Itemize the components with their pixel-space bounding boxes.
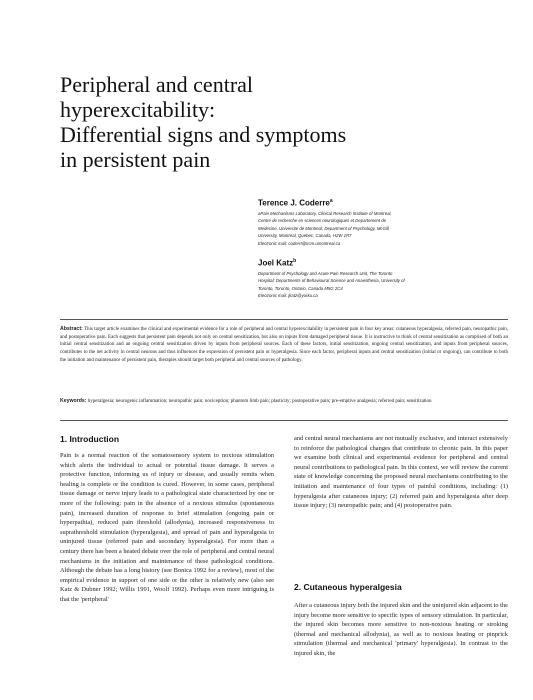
abstract-text: This target article examines the clinical and experimental evidence for a role of peripheral and central hyperexcitability in persistent pain in four key areas: cutaneous hyperalgesia, referred pain, neuropathic pain, and postoperative pain. Each suggests that persistent pain depends not only on central sensitization, but also on inputs from damaged peripheral tissue. It is instructive to think of central sensitization as comprised of both an initial central sensitization and an ongoing central sensitization driven by inputs from peripheral sources. Each of these factors, initial sensitization, ongoing central sensitization, and inputs from peripheral sources, contributes to the net activity in central neurons and thus influences the expression of persistent pain or hyperalgesia. Since each factor, peripheral inputs and central sensitization (initial or ongoing), can contribute to both the initiation and maintenance of persistent pain, therapies should target both peripheral and central sources of pathology.	[60, 327, 508, 363]
title-line: Differential signs and symptoms	[60, 122, 347, 147]
keywords-text: hyperalgesia; neurogenic inflammation; neuropathic pain; nociception; phantom limb pain; plasticity; postoperative pain; pre-emptive analgesia; referred pain; sensitization	[87, 399, 432, 404]
section-heading: 2. Cutaneous hyperalgesia	[294, 582, 402, 592]
right-column-continued	[294, 601, 508, 659]
author-name: Terence J. Coderre$^a$	[258, 198, 333, 208]
author-name: Joel Katz$^b$	[258, 258, 297, 268]
divider	[60, 420, 508, 421]
right-column	[294, 434, 508, 511]
section-heading: 1. Introduction	[60, 434, 120, 444]
left-column	[60, 451, 274, 605]
title-line: Peripheral and central	[60, 72, 254, 97]
author-affiliation: aPain Mechanisms Laboratory, Clinical Research Institute of Montreal, Centre de recherche en sciences neurologiques et Departement de Medecine, Universite de Montreal; Department of Psychology, McGill University, Montreal, Quebec, Canada, H2W 1R7 Electronic mail: coderrt@ircm.umontreal.ca	[258, 210, 392, 247]
author-affiliation: Department of Psychology and Acute Pain Research Unit, The Toronto Hospital; Departments of Behavioural Science and Anaesthesia, University of Toronto, Toronto, Ontario, Canada M5G 2C4 Electronic mail: jkatz@yorku.ca	[258, 270, 405, 299]
author-block-2	[258, 258, 508, 300]
title-line: hyperexcitability:	[60, 97, 216, 122]
paragraph: After a cutaneous injury both the injured skin and the uninjured skin adjacent to the injury become more sensitive to specific types of sensory stimulation. In particular, the injured skin becomes more sensitive to non-noxious heating or stroking (thermal and mechanical allodynia), as well as to noxious heating or pinprick stimulation (thermal and mechanical 'primary' hyperalgesia). In contrast to the injured skin, the	[294, 602, 508, 657]
title-line: in persistent pain	[60, 147, 211, 172]
author-block-1	[258, 198, 508, 248]
divider	[60, 319, 508, 320]
paragraph: and central neural mechanisms are not mutually exclusive, and interact extensively to reinforce the pathological changes that contribute to chronic pain. In this paper we examine both clinical and experimental evidence for peripheral and central neural contributions to pathological pain. In this context, we will review the current state of knowledge concerning the proposed neural mechanisms contributing to the initiation and maintenance of four types of painful conditions, including: (1) hyperalgesia after cutaneous injury; (2) referred pain and hyperalgesia after deep tissue injury; (3) neuropathic pain; and (4) postoperative pain.	[294, 435, 508, 510]
paragraph: Pain is a normal reaction of the somatosensory system to noxious stimulation which alerts the individual to actual or potential tissue damage. It serves a protective function, informing us of injury or disease, and usually remits when healing is complete or the condition is cured. However, in some cases, peripheral tissue damage or nerve injury leads to a pathological state characterized by one or more of the following: pain in the absence of a noxious stimulus (spontaneous pain), increased duration of response to brief stimulation (ongoing pain or hyperpathia), reduced pain threshold (allodynia), increased responsiveness to suprathreshold stimulation (hyperalgesia), and spread of pain and hyperalgesia to uninjured tissue (referred pain and secondary hyperalgesia). For more than a century there has been a heated debate over the role of peripheral and central neural mechanisms in the initiation and maintenance of these pathological conditions. Although the debate has a long history (see Bonica 1992 for a review), most of the empirical evidence in support of one side or the other is relatively new (also see Katz & Dubner 1992; Willis 1991, Woolf 1992). Perhaps even more intriguing is that the 'peripheral'	[60, 452, 274, 603]
article-title	[60, 72, 390, 172]
abstract: Abstract: This target article examines the clinical and experimental evidence for a role of peripheral and central hyperexcitability in persistent pain in four key areas: cutaneous hyperalgesia, referred pain, neuropathic pain, and postoperative pain. Each suggests that persistent pain depends not only on central sensitization, but also on inputs from damaged peripheral tissue. It is instructive to think of central sensitization as comprised of both an initial central sensitization and an ongoing central sensitization driven by inputs from peripheral sources. Each of these factors, initial sensitization, ongoing central sensitization, and inputs from peripheral sources, contributes to the net activity in central neurons and thus influences the expression of persistent pain or hyperalgesia. Since each factor, peripheral inputs and central sensitization (initial or ongoing), can contribute to both the initiation and maintenance of persistent pain, therapies should target both peripheral and central sources of pathology.	[60, 326, 508, 363]
keywords: Keywords: hyperalgesia; neurogenic inflammation; neuropathic pain; nociception; phantom limb pain; plasticity; postoperative pain; pre-emptive analgesia; referred pain; sensitization	[60, 398, 432, 404]
